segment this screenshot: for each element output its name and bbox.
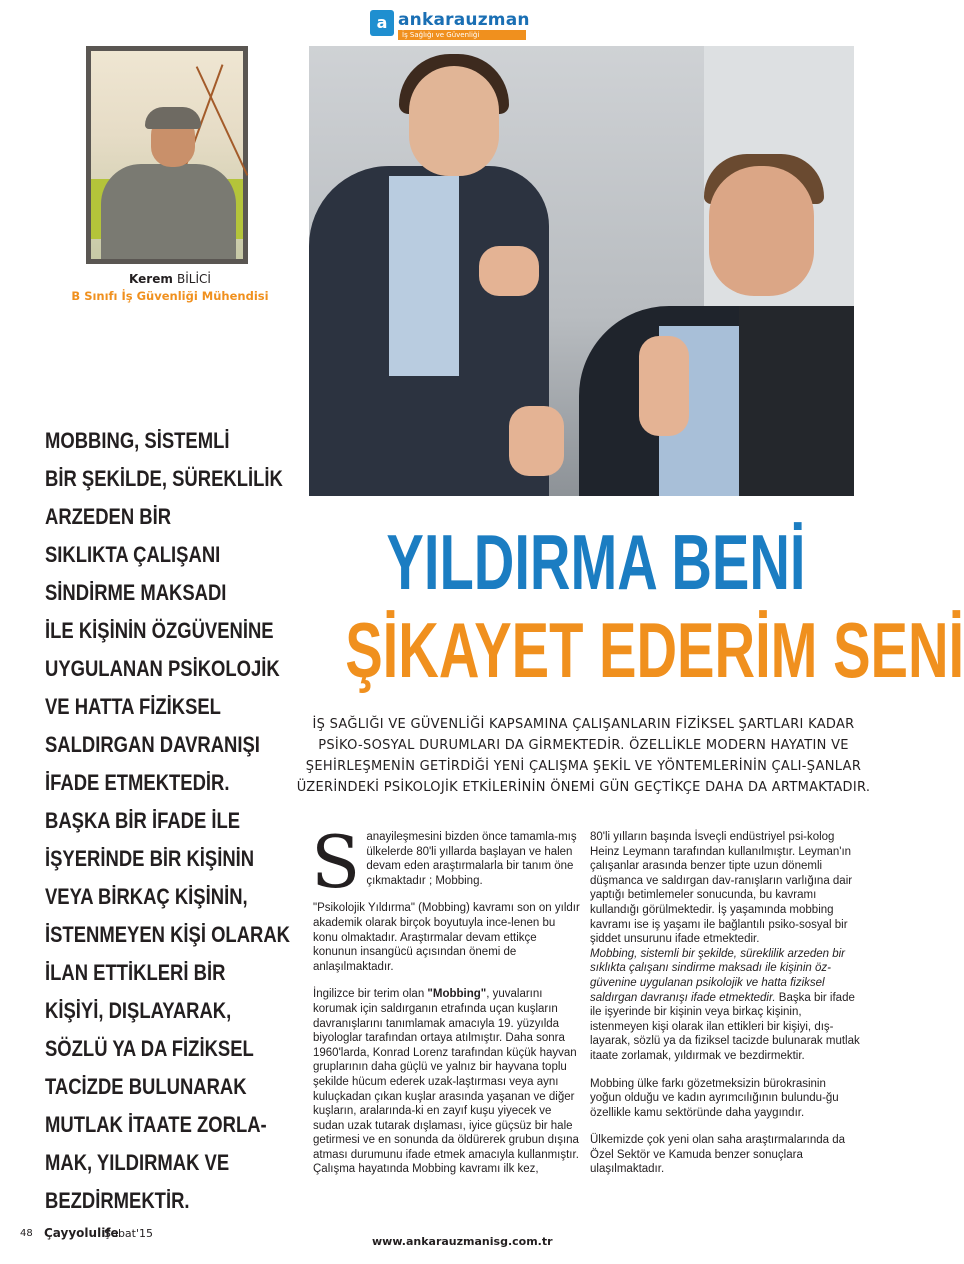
pull-quote-line: İLAN ETTİKLERİ BİR bbox=[45, 960, 226, 985]
logo-mark-icon: a bbox=[370, 10, 394, 36]
body-paragraph: İngilizce bir terim olan "Mobbing", yuvalarını korumak için saldırganın etrafında uçan kuşların davranışlarını tanımlamak amacıyla 19. yüzyılda biyologlar tarafından ortaya atılmıştır. Daha sonra 1960'larda, Konrad Lorenz tarafından küçük hayvan gruplarının daha güçlü ve yalnız bir hayvana toplu şekilde hücum ederek uzak-laştırması veya aynı kuluçkadan çıkan kuşlar arasında yaşanan ve diğer kuşların, aralarında-ki en zayıf kuşu yiyecek ve sudan uzak tutarak dışlaması, iyice güçsüz bir hale getirmesi ve en sonunda da öldürerek grubun dışına atması durumunu ifade etmek amacıyla kullanmıştır. Çalışma hayatında Mobbing kavramı ilk kez, bbox=[313, 988, 579, 1176]
body-paragraph: 80'li yılların başında İsveçli endüstriyel psi-kolog Heinz Leymann tarafından kullanılmıştır. Leyman'ın çalışanlar arasında benzer tipte uzun dönemli düşmanca ve saldırgan dav-ranışların varlığına dair yaptığı betimlemeler sonucunda, bu kavramı kullandığı görülmektedir. İş yaşamında mobbing kavramı ise iş yaşamı ile bağlantılı psiko-sosyal bir şiddet unsurunu ifade etmektedir. bbox=[590, 831, 853, 946]
pull-quote-line: BEZDİRMEKTİR. bbox=[45, 1188, 190, 1213]
lead-paragraph: İŞ SAĞLIĞI VE GÜVENLİĞİ KAPSAMINA ÇALIŞANLARIN FİZİKSEL ŞARTLARI KADAR PSİKO-SOSYAL DURUMLARI DA GİRMEKTEDİR. ÖZELLİKLE MODERN HAYATIN VE ŞEHİRLEŞMENİN GETİRDİĞİ YENİ ÇALIŞMA ŞEKİL VE YÖNTEMLERİNİN ÇALI-ŞANLAR ÜZERİNDEKİ PSİKOLOJİK ETKİLERİNİN ÖNEMİ GÜN GEÇTİKÇE DAHA DA ARTMAKTADIR. bbox=[296, 717, 871, 795]
pull-quote-line: SİNDİRME MAKSADI bbox=[45, 580, 227, 605]
pull-quote-line: KİŞİYİ, DIŞLAYARAK, bbox=[45, 998, 232, 1023]
headline-line-1: YILDIRMA BENİ bbox=[386, 518, 806, 606]
body-paragraph: Ülkemizde çok yeni olan saha araştırmalarında da Özel Sektör ve Kamuda benzer sonuçlara ulaşılmaktadır. bbox=[590, 1134, 846, 1176]
drop-cap: S bbox=[311, 820, 361, 904]
pull-quote-line: İLE KİŞİNİN ÖZGÜVENİNE bbox=[45, 618, 274, 643]
body-paragraph: Mobbing, sistemli bir şekilde, süreklilik arzeden bir sıklıkta çalışanı sindirme maksadı ile kişinin öz-güvenine uygulanan psikolojik ve hatta fiziksel saldırgan davranışı ifade etmektedir. Başka bir ifade ile işyerinde bir kişinin veya birkaç kişinin, istenmeyen kişi olarak ilan ettikleri bir kişiyi, dış-layarak, sözlü ya da fiziksel tacizde bulunarak mutlak itaate zorlamak, yıldırmak ve bezdirmektir. bbox=[590, 947, 860, 1062]
pull-quote-line: UYGULANAN PSİKOLOJİK bbox=[45, 656, 280, 681]
pull-quote-line: MUTLAK İTAATE ZORLA- bbox=[45, 1112, 267, 1137]
pull-quote bbox=[45, 422, 291, 1220]
author-role: B Sınıfı İş Güvenliği Mühendisi bbox=[71, 289, 269, 303]
body-paragraph: "Psikolojik Yıldırma" (Mobbing) kavramı son on yıldır akademik olarak birçok boyutuyla ince-lenen bu konu olmaktadır. Araştırmalar devam ettikçe konunun insangücü açısından önemi de anlaşılmaktadır. bbox=[313, 902, 580, 973]
magazine-name: Çayyolulife bbox=[44, 1226, 119, 1240]
author-first-name: Kerem bbox=[129, 272, 173, 286]
logo-tagline: İş Sağlığı ve Güvenliği bbox=[398, 30, 526, 40]
page-number: 48 bbox=[20, 1228, 33, 1239]
pull-quote-line: İŞYERİNDE BİR KİŞİNİN bbox=[45, 846, 255, 871]
pull-quote-line: İFADE ETMEKTEDİR. bbox=[45, 770, 230, 795]
pull-quote-line: SALDIRGAN DAVRANIŞI bbox=[45, 732, 260, 757]
author-photo bbox=[86, 46, 248, 264]
issue-date: Şubat'15 bbox=[104, 1227, 154, 1240]
headline-line-2: ŞİKAYET EDERİM SENİ bbox=[345, 606, 964, 694]
author-last-name: BİLİCİ bbox=[177, 272, 211, 286]
pull-quote-line: BAŞKA BİR İFADE İLE bbox=[45, 808, 241, 833]
author-name bbox=[60, 272, 280, 286]
main-photo bbox=[309, 46, 854, 496]
pull-quote-line: VE HATTA FİZİKSEL bbox=[45, 694, 221, 719]
pull-quote-line: ARZEDEN BİR bbox=[45, 504, 172, 529]
pull-quote-line: MAK, YILDIRMAK VE bbox=[45, 1150, 230, 1175]
body-paragraph: Sanayileşmesini bizden önce tamamla-mış ülkelerde 80'li yıllarda başlayan ve halen devam eden araştırmalarla bir tanım öne çıkmaktadır ; Mobbing. bbox=[311, 820, 577, 904]
body-column-left bbox=[311, 820, 583, 1190]
publisher-logo bbox=[370, 10, 530, 40]
pull-quote-line: MOBBING, SİSTEMLİ bbox=[45, 428, 230, 453]
pull-quote-line: SIKLIKTA ÇALIŞANI bbox=[45, 542, 221, 567]
body-paragraph: Mobbing ülke farkı gözetmeksizin bürokrasinin yoğun olduğu ve kadın ayrımcılığının bulundu-ğu özellikle kamu sektöründe daha yaygındır. bbox=[590, 1077, 839, 1119]
pull-quote-line: SÖZLÜ YA DA FİZİKSEL bbox=[45, 1036, 254, 1061]
footer-url-link[interactable]: www.ankarauzmanisg.com.tr bbox=[372, 1235, 553, 1248]
pull-quote-line: TACİZDE BULUNARAK bbox=[45, 1074, 247, 1099]
logo-name: ankarauzman bbox=[398, 10, 530, 30]
pull-quote-line: İSTENMEYEN KİŞİ OLARAK bbox=[45, 922, 291, 947]
pull-quote-line: VEYA BİRKAÇ KİŞİNİN, bbox=[45, 884, 248, 909]
pull-quote-line: BİR ŞEKİLDE, SÜREKLİLİK bbox=[45, 466, 283, 491]
body-column-right bbox=[590, 830, 860, 1190]
